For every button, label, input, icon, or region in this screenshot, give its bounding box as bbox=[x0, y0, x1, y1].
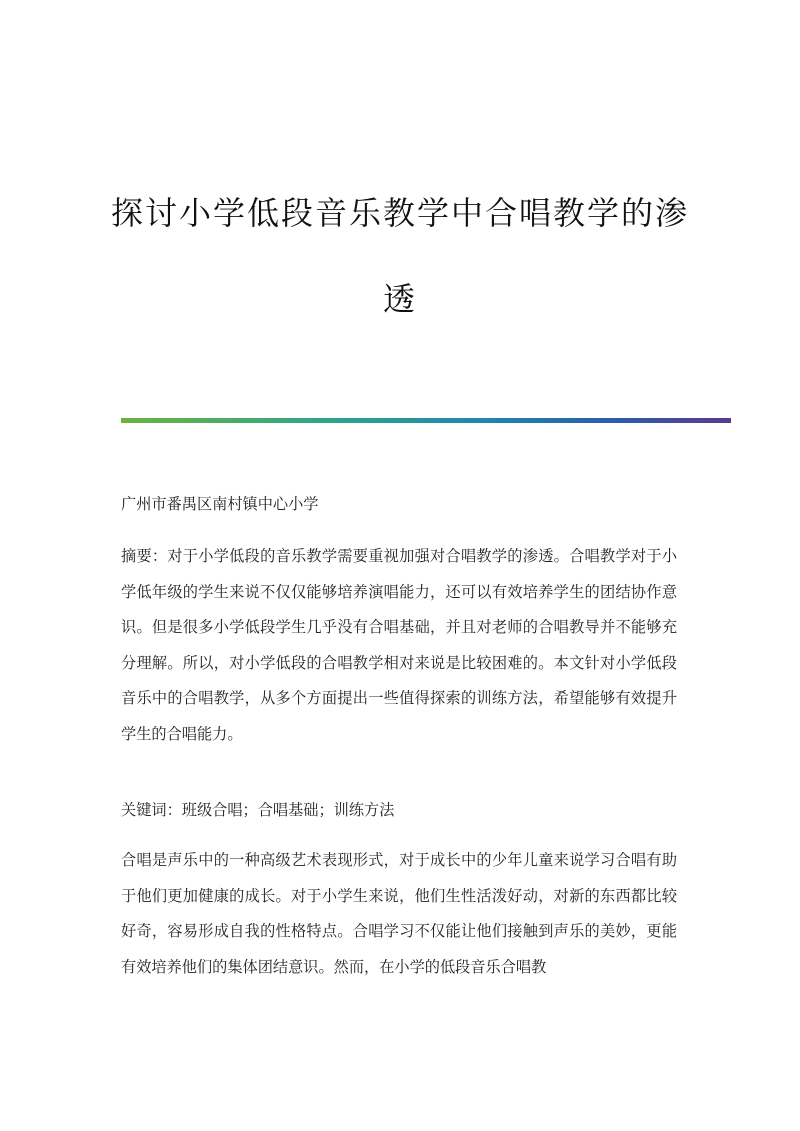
gradient-divider bbox=[121, 418, 731, 423]
document-title-line-2: 透 bbox=[382, 280, 417, 318]
abstract-paragraph: 摘要：对于小学低段的音乐教学需要重视加强对合唱教学的渗透。合唱教学对于小学低年级的学生来说不仅仅能够培养演唱能力，还可以有效培养学生的团结协作意识。但是很多小学低段学生几乎没有合唱基础，并且对老师的合唱教导并不能够充分理解。所以，对小学低段的合唱教学相对来说是比较困难的。本文针对小学低段音乐中的合唱教学，从多个方面提出一些值得探索的训练方法，希望能够有效提升学生的合唱能力。 bbox=[121, 547, 677, 743]
author-affiliation: 广州市番禺区南村镇中心小学 bbox=[121, 495, 319, 513]
document-title-line-1: 探讨小学低段音乐教学中合唱教学的渗 bbox=[110, 194, 689, 232]
keywords-line: 关键词：班级合唱；合唱基础；训练方法 bbox=[121, 801, 395, 819]
body-paragraph: 合唱是声乐中的一种高级艺术表现形式，对于成长中的少年儿童来说学习合唱有助于他们更加健康的成长。对于小学生来说，他们生性活泼好动，对新的东西都比较好奇，容易形成自我的性格特点。合唱学习不仅能让他们接触到声乐的美妙，更能有效培养他们的集体团结意识。然而，在小学的低段音乐合唱教 bbox=[121, 851, 677, 976]
